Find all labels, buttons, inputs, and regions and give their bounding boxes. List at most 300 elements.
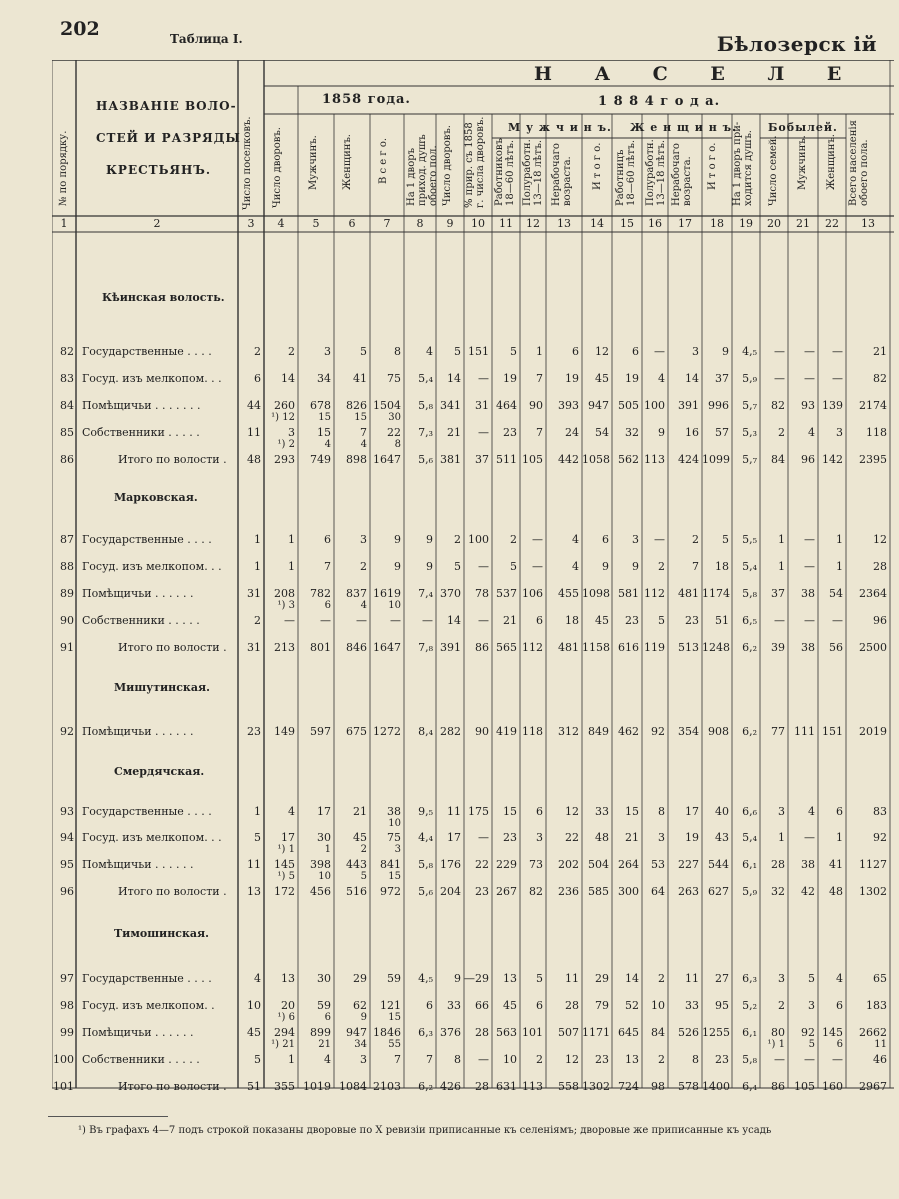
cell-subvalue: ¹) 2 (277, 439, 295, 450)
row-label: Государственные . . . . (82, 972, 212, 985)
cell-value: 2395 (859, 453, 887, 466)
col12-header: Полуработн. 13—18 лѣтъ. (522, 139, 544, 206)
col14-header: И т о г о. (592, 142, 603, 190)
cell-value: 37 (771, 587, 785, 600)
cell-value: 113 (522, 1080, 543, 1093)
column-number: 13 (861, 217, 875, 230)
cell-value: 419 (496, 725, 517, 738)
cell-subvalue: 6 (324, 1012, 331, 1023)
col22-header: Женщинъ. (826, 134, 837, 190)
cell-value: 5 (254, 1053, 261, 1066)
cell-value: — (478, 560, 489, 573)
cell-value: 972 (380, 885, 401, 898)
cell-value: 442 (558, 453, 579, 466)
cell-value: 2 (658, 1053, 665, 1066)
cell-value: 90 (529, 399, 543, 412)
cell-value: 18 (565, 614, 579, 627)
cell-value: 31 (247, 587, 261, 600)
cell-value: 1 (288, 1053, 295, 1066)
cell-value: 426 (440, 1080, 461, 1093)
row-label: Итого по волости . (118, 641, 227, 654)
col4-header: Число дворовъ. (272, 127, 283, 208)
row-number: 89 (60, 587, 74, 600)
cell-value: 22 (565, 831, 579, 844)
cell-value: 6 (536, 999, 543, 1012)
row-number: 87 (60, 533, 74, 546)
cell-value: 1400 (702, 1080, 730, 1093)
cell-subvalue: ¹) 12 (271, 412, 295, 423)
cell-value: 1255 (702, 1026, 730, 1039)
cell-value: 443 (346, 858, 367, 871)
cell-value: 106 (522, 587, 543, 600)
cell-value: 33 (595, 805, 609, 818)
cell-value: 11 (447, 805, 461, 818)
cell-value: 2 (778, 426, 785, 439)
cell-value: 2 (778, 999, 785, 1012)
cell-value: 5,₇ (742, 453, 757, 466)
cell-subvalue: 5 (360, 871, 367, 882)
cell-value: 2 (360, 560, 367, 573)
cell-value: 31 (475, 399, 489, 412)
cell-value: 3 (536, 831, 543, 844)
cell-value: — (832, 614, 843, 627)
cell-value: 2 (454, 533, 461, 546)
section-title: Кѣинская волость. (102, 291, 225, 304)
cell-value: — (532, 533, 543, 546)
cell-value: 19 (625, 372, 639, 385)
cell-value: 32 (771, 885, 785, 898)
cell-value: 176 (440, 858, 461, 871)
column-number: 5 (312, 217, 320, 230)
cell-value: 5 (536, 972, 543, 985)
column-number: 12 (526, 217, 540, 230)
cell-value: 92 (873, 831, 887, 844)
cell-value: — (832, 1053, 843, 1066)
cell-value: 16 (685, 426, 699, 439)
cell-value: 1647 (373, 641, 401, 654)
cell-value: 23 (247, 725, 261, 738)
row-number: 85 (60, 426, 74, 439)
row-label: Госуд. изъ мелкопом. . (82, 999, 215, 1012)
col15-header: Работницъ 18—60 лѣтъ. (615, 139, 637, 206)
cell-value: 98 (651, 1080, 665, 1093)
name-header-line2: СТЕЙ И РАЗРЯДЫ (96, 131, 241, 145)
cell-subvalue: 4 (324, 439, 331, 450)
cell-value: 585 (588, 885, 609, 898)
footnote: ¹) Въ графахъ 4—7 подъ строкой показаны дворовые по Х ревизіи приписанные къ селеніямъ; дворовые же приписанные къ усадь (78, 1125, 772, 1136)
cell-value: 462 (618, 725, 639, 738)
cell-value: 44 (247, 399, 261, 412)
cell-value: 504 (588, 858, 609, 871)
cell-value: 86 (771, 1080, 785, 1093)
cell-value: 2 (536, 1053, 543, 1066)
cell-value: 8 (454, 1053, 461, 1066)
cell-value: 282 (440, 725, 461, 738)
cell-value: 38 (801, 641, 815, 654)
cell-value: 38 (801, 858, 815, 871)
col16-header: Полуработн. 13—18 лѣтъ. (645, 139, 667, 206)
cell-value: 118 (866, 426, 887, 439)
cell-value: 1846 (373, 1026, 401, 1039)
column-number: 4 (277, 217, 285, 230)
cell-value: — (390, 614, 401, 627)
cell-value: 43 (715, 831, 729, 844)
cell-value: 27 (715, 972, 729, 985)
cell-value: 5,₄ (418, 372, 433, 385)
column-number: 2 (153, 217, 161, 230)
cell-value: 2 (658, 972, 665, 985)
row-number: 97 (60, 972, 74, 985)
cell-value: 39 (771, 641, 785, 654)
cell-value: 7,₃ (418, 426, 433, 439)
cell-value: 21 (873, 345, 887, 358)
cell-value: 537 (496, 587, 517, 600)
row-label: Собственники . . . . . (82, 426, 200, 439)
cell-value: 581 (618, 587, 639, 600)
cell-value: 4 (658, 372, 665, 385)
cell-value: 10 (651, 999, 665, 1012)
cell-value: 4,₄ (418, 831, 433, 844)
cell-value: — (478, 372, 489, 385)
cell-subvalue: ¹) 3 (277, 600, 295, 611)
cell-value: 849 (588, 725, 609, 738)
col10-header: % прир. съ 1858 г. числа дворовъ. (464, 116, 486, 208)
cell-value: 83 (873, 805, 887, 818)
cell-value: 558 (558, 1080, 579, 1093)
cell-value: 21 (625, 831, 639, 844)
cell-value: 51 (247, 1080, 261, 1093)
cell-value: 4 (254, 972, 261, 985)
column-number: 17 (678, 217, 692, 230)
cell-value: 391 (440, 641, 461, 654)
cell-value: 846 (346, 641, 367, 654)
cell-value: 505 (618, 399, 639, 412)
cell-value: 80 (771, 1026, 785, 1039)
cell-value: 38 (387, 805, 401, 818)
cell-value: 208 (274, 587, 295, 600)
cell-value: 5,₈ (418, 399, 433, 412)
cell-value: 34 (317, 372, 331, 385)
cell-value: 12 (595, 345, 609, 358)
row-number: 90 (60, 614, 74, 627)
column-number: 18 (710, 217, 724, 230)
row-label: Госуд. изъ мелкопом. . . (82, 831, 222, 844)
cell-value: 2364 (859, 587, 887, 600)
cell-value: 7 (324, 560, 331, 573)
cell-value: 7 (536, 426, 543, 439)
cell-value: 354 (678, 725, 699, 738)
cell-value: 82 (529, 885, 543, 898)
population-header: Н А С Е Л Е (534, 63, 860, 85)
cell-value: 175 (468, 805, 489, 818)
cell-value: 236 (558, 885, 579, 898)
cell-value: 45 (353, 831, 367, 844)
cell-value: 3 (692, 345, 699, 358)
cell-value: 204 (440, 885, 461, 898)
col5-header: Мужчинъ. (308, 135, 319, 190)
col13-header: Нерабочаго возраста. (551, 143, 573, 206)
cell-value: 481 (558, 641, 579, 654)
cell-value: 6,₁ (742, 858, 757, 871)
cell-value: 1248 (702, 641, 730, 654)
col-no-header: № по порядку. (58, 130, 69, 206)
cell-value: 562 (618, 453, 639, 466)
cell-value: 996 (708, 399, 729, 412)
row-number: 95 (60, 858, 74, 871)
cell-subvalue: 6 (836, 1039, 843, 1050)
cell-value: 1 (836, 533, 843, 546)
cell-value: 616 (618, 641, 639, 654)
cell-value: 341 (440, 399, 461, 412)
cell-value: 4 (324, 1053, 331, 1066)
cell-value: 947 (346, 1026, 367, 1039)
cell-value: — (532, 560, 543, 573)
cell-value: 293 (274, 453, 295, 466)
cell-value: 160 (822, 1080, 843, 1093)
cell-value: 3 (288, 426, 295, 439)
cell-subvalue: ¹) 1 (277, 844, 295, 855)
cell-value: 5 (722, 533, 729, 546)
cell-value: 678 (310, 399, 331, 412)
cell-subvalue: ¹) 5 (277, 871, 295, 882)
cell-value: 565 (496, 641, 517, 654)
cell-value: 12 (873, 533, 887, 546)
cell-value: 9 (426, 533, 433, 546)
cell-value: 5,₇ (742, 399, 757, 412)
cell-subvalue: 2 (360, 844, 367, 855)
cell-value: — (478, 426, 489, 439)
cell-value: 202 (558, 858, 579, 871)
cell-value: 393 (558, 399, 579, 412)
cell-value: 645 (618, 1026, 639, 1039)
cell-value: 1174 (702, 587, 730, 600)
cell-value: 5 (454, 345, 461, 358)
cell-value: — (478, 614, 489, 627)
cell-value: 4 (426, 345, 433, 358)
cell-value: 355 (274, 1080, 295, 1093)
cell-value: 17 (281, 831, 295, 844)
cell-value: 172 (274, 885, 295, 898)
cell-value: 17 (447, 831, 461, 844)
cell-value: 516 (346, 885, 367, 898)
cell-value: 45 (595, 372, 609, 385)
cell-value: 6 (632, 345, 639, 358)
col6-header: Женщинъ. (342, 134, 353, 190)
cell-value: — (804, 345, 815, 358)
cell-value: 15 (503, 805, 517, 818)
column-number: 16 (648, 217, 662, 230)
cell-value: 6,₁ (742, 1026, 757, 1039)
cell-value: 1 (778, 831, 785, 844)
cell-value: 5,₉ (742, 885, 757, 898)
cell-subvalue: 15 (388, 1012, 401, 1023)
cell-subvalue: 3 (394, 844, 401, 855)
cell-value: 1058 (582, 453, 610, 466)
cell-value: 2 (692, 533, 699, 546)
cell-value: 23 (595, 1053, 609, 1066)
cell-value: — (284, 614, 295, 627)
cell-value: 2500 (859, 641, 887, 654)
section-title: Мишутинская. (114, 681, 210, 694)
cell-value: 90 (475, 725, 489, 738)
cell-value: 3 (324, 345, 331, 358)
cell-value: 263 (678, 885, 699, 898)
column-number: 1 (60, 217, 68, 230)
cell-value: 801 (310, 641, 331, 654)
cell-value: 113 (644, 453, 665, 466)
cell-value: 9 (722, 345, 729, 358)
cell-value: 4 (808, 805, 815, 818)
row-label: Помѣщичьи . . . . . . (82, 1026, 194, 1039)
cell-value: 105 (794, 1080, 815, 1093)
cell-value: 78 (475, 587, 489, 600)
column-number: 6 (348, 217, 356, 230)
row-label: Собственники . . . . . (82, 1053, 200, 1066)
cell-value: 6,₂ (742, 641, 757, 654)
col7-header: В с е г о. (378, 137, 389, 184)
row-number: 83 (60, 372, 74, 385)
row-number: 100 (53, 1053, 74, 1066)
cell-value: 11 (247, 426, 261, 439)
cell-subvalue: ¹) 1 (767, 1039, 785, 1050)
cell-value: 59 (387, 972, 401, 985)
cell-value: — (654, 533, 665, 546)
footnote-rule (48, 1116, 168, 1117)
cell-value: 3 (658, 831, 665, 844)
cell-value: 142 (822, 453, 843, 466)
cell-value: 8,₄ (418, 725, 433, 738)
cell-value: 14 (447, 372, 461, 385)
cell-value: 5 (360, 345, 367, 358)
name-header-line3: КРЕСТЬЯНЪ. (106, 163, 212, 177)
cell-value: 19 (565, 372, 579, 385)
cell-value: 118 (522, 725, 543, 738)
cell-value: 149 (274, 725, 295, 738)
cell-value: 2 (658, 560, 665, 573)
cell-value: 1504 (373, 399, 401, 412)
cell-value: — (478, 831, 489, 844)
cell-value: — (832, 345, 843, 358)
cell-value: 92 (651, 725, 665, 738)
row-label: Госуд. изъ мелкопом. . . (82, 560, 222, 573)
cell-value: 5,₆ (418, 885, 433, 898)
cell-value: 59 (317, 999, 331, 1012)
cell-value: 18 (715, 560, 729, 573)
cell-subvalue: 4 (360, 439, 367, 450)
cell-value: 9 (394, 533, 401, 546)
row-number: 93 (60, 805, 74, 818)
cell-value: 6,₃ (742, 972, 757, 985)
col23-header: Всего населенія обоего пола. (848, 120, 870, 206)
cell-value: 1272 (373, 725, 401, 738)
cell-subvalue: 8 (394, 439, 401, 450)
row-label: Итого по волости . (118, 453, 227, 466)
row-number: 94 (60, 831, 74, 844)
cell-value: — (320, 614, 331, 627)
cell-value: 2662 (859, 1026, 887, 1039)
cell-value: —29 (464, 972, 489, 985)
col11-header: Работниковъ 18—60 лѣтъ. (494, 138, 516, 206)
row-label: Итого по волости . (118, 885, 227, 898)
cell-subvalue: 11 (874, 1039, 887, 1050)
column-number: 10 (471, 217, 485, 230)
cell-value: 52 (625, 999, 639, 1012)
cell-value: 21 (503, 614, 517, 627)
cell-value: 37 (475, 453, 489, 466)
cell-value: 6 (602, 533, 609, 546)
cell-value: 48 (595, 831, 609, 844)
cell-value: 33 (685, 999, 699, 1012)
cell-value: 1619 (373, 587, 401, 600)
cell-value: 3 (360, 533, 367, 546)
cell-value: 381 (440, 453, 461, 466)
cell-value: 1019 (303, 1080, 331, 1093)
row-number: 84 (60, 399, 74, 412)
row-label: Помѣщичьи . . . . . . . (82, 399, 201, 412)
cell-value: 5,₆ (418, 453, 433, 466)
cell-value: 7 (692, 560, 699, 573)
cell-value: 119 (644, 641, 665, 654)
year-1884-header: 1 8 8 4 г о д а. (598, 94, 721, 109)
cell-value: 15 (625, 805, 639, 818)
row-number: 92 (60, 725, 74, 738)
cell-subvalue: 15 (318, 412, 331, 423)
cell-value: 398 (310, 858, 331, 871)
cell-value: 139 (822, 399, 843, 412)
cell-value: 8 (692, 1053, 699, 1066)
cell-value: 826 (346, 399, 367, 412)
cell-value: 455 (558, 587, 579, 600)
cell-value: 13 (503, 972, 517, 985)
cell-value: 5,₅ (742, 533, 757, 546)
cell-value: 6,₅ (742, 614, 757, 627)
cell-value: 23 (503, 426, 517, 439)
cell-value: 145 (274, 858, 295, 871)
cell-value: 23 (685, 614, 699, 627)
cell-value: 3 (808, 999, 815, 1012)
cell-value: 28 (475, 1026, 489, 1039)
cell-value: 57 (715, 426, 729, 439)
cell-value: — (478, 1053, 489, 1066)
row-number: 99 (60, 1026, 74, 1039)
page-header (60, 18, 877, 56)
cell-value: 300 (618, 885, 639, 898)
cell-value: 5 (254, 831, 261, 844)
cell-value: 2019 (859, 725, 887, 738)
cell-value: 79 (595, 999, 609, 1012)
cell-value: — (422, 614, 433, 627)
cell-value: 1 (254, 560, 261, 573)
cell-value: 6 (836, 805, 843, 818)
cell-value: 7 (426, 1053, 433, 1066)
men-header: М у ж ч и н ъ. (508, 121, 612, 134)
cell-value: — (804, 1053, 815, 1066)
cell-subvalue: 10 (388, 600, 401, 611)
cell-value: 14 (281, 372, 295, 385)
cell-value: 2103 (373, 1080, 401, 1093)
cell-value: 40 (715, 805, 729, 818)
cell-value: 9,₅ (418, 805, 433, 818)
cell-value: 112 (644, 587, 665, 600)
section-title: Тимошинская. (114, 927, 209, 940)
cell-value: 631 (496, 1080, 517, 1093)
column-number: 9 (446, 217, 454, 230)
column-number: 11 (499, 217, 513, 230)
cell-value: 41 (353, 372, 367, 385)
cell-value: 481 (678, 587, 699, 600)
cell-value: 370 (440, 587, 461, 600)
cell-value: 782 (310, 587, 331, 600)
